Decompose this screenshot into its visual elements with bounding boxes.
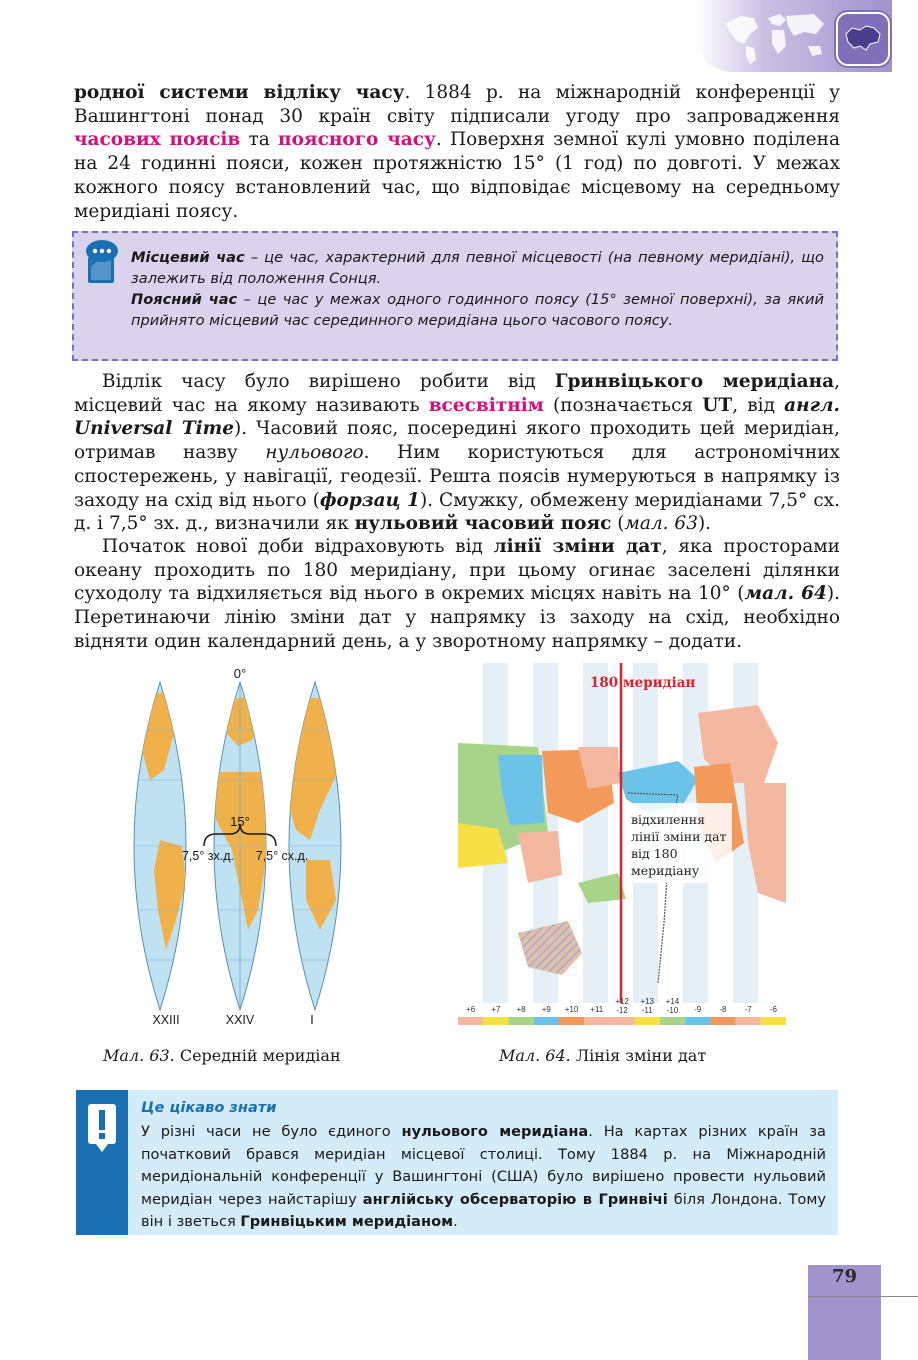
- paragraph-date-line: Початок нової доби відраховують від лінії зміни дат, яка просторами океану проходить по 180 меридіану, при цьому огинає заселені ділянки суходолу та відхиляється від нього в окремих місцях навіть на 10° (мал. 64). Перетинаючи лінію зміни дат у напрямку із заходу на схід, необхідно відняти один календарний день, а у зворотному напрямку – додати.: [74, 536, 840, 652]
- zone-color-chip: [710, 1017, 735, 1025]
- label-15-degree: 15°: [230, 814, 250, 829]
- zone-label: -6: [769, 1005, 777, 1014]
- label-zone-xxiii: XXIII: [152, 1013, 180, 1027]
- highlight-time-zones: часових поясів: [74, 129, 241, 151]
- label-zone-xxiv: XXIV: [225, 1013, 255, 1027]
- definition-zone-time: Поясний час – це час у межах одного годинного поясу (15° земної поверхні), за який прийнято місцевий час серединного меридіана цього часового поясу.: [131, 291, 824, 329]
- zone-color-chip: [685, 1017, 710, 1025]
- gore-center: [180, 682, 300, 1010]
- definition-box: [72, 231, 838, 361]
- caption-fig-63: Мал. 63. Середній меридіан: [103, 1046, 341, 1065]
- zone-label: +13: [640, 997, 655, 1006]
- zone-color-chip: [534, 1017, 559, 1025]
- zone-label: -9: [694, 1005, 702, 1014]
- zone-label: +11: [590, 1005, 604, 1014]
- zone-label: +12: [615, 997, 629, 1006]
- zone-label: +14: [665, 997, 680, 1006]
- highlight-zone-time: поясного часу: [278, 129, 436, 151]
- zone-color-chip: [635, 1017, 660, 1025]
- ukraine-map-icon: [844, 24, 882, 52]
- zone-label: -7: [744, 1005, 752, 1014]
- zone-color-chip: [483, 1017, 508, 1025]
- zone-color-chip: [660, 1017, 685, 1025]
- zone-color-chip: [736, 1017, 761, 1025]
- label-zone-i: I: [310, 1013, 314, 1027]
- zone-color-chip: [508, 1017, 533, 1025]
- zone-label-negative: -10: [666, 1006, 679, 1015]
- ukraine-map-button[interactable]: [836, 12, 890, 66]
- zone-label: +9: [541, 1005, 551, 1014]
- info-box-text: У різні часи не було єдиного нульового меридіана. На картах різних країн за початковий брався меридіан місцевої столиці. Тому 1884 р. на Міжнародній меридіональній конференції у Вашингтоні (США) було вирішено провести нульовий меридіан через найстарішу англійську обсерваторію в Гринвічі біля Лондона. Тому він і зветься Гринвіцьким меридіаном.: [141, 1123, 827, 1230]
- book-chat-icon: [82, 239, 122, 285]
- meridian-180-label: 180 меридіан: [590, 675, 696, 691]
- zone-label: +7: [491, 1005, 501, 1014]
- zone-label-negative: -11: [641, 1006, 653, 1015]
- label-0-degree: 0°: [233, 666, 247, 681]
- zone-label-negative: -12: [616, 1006, 628, 1015]
- figure-63-globe-gores: [120, 660, 360, 1032]
- zone-color-chip: [761, 1017, 786, 1025]
- zone-label: -8: [719, 1005, 727, 1014]
- figure-64-date-line-map: [458, 663, 786, 1027]
- info-box-interesting: [76, 1090, 838, 1235]
- label-7-5-west: 7,5° зх.д.: [181, 849, 235, 863]
- zone-color-chip: [559, 1017, 584, 1025]
- page-number: 79: [831, 1266, 858, 1287]
- zone-label: +8: [516, 1005, 526, 1014]
- page-rule: [808, 1296, 918, 1297]
- label-7-5-east: 7,5° сх.д.: [255, 849, 309, 863]
- gore-left: [120, 682, 200, 1010]
- zone-color-chip: [609, 1017, 634, 1025]
- caption-fig-64: Мал. 64. Лінія зміни дат: [499, 1046, 707, 1065]
- info-box-bar: [76, 1090, 128, 1235]
- term-zone-system: родної системи відліку часу: [74, 82, 405, 103]
- exclamation-icon: [86, 1102, 118, 1154]
- note-text: відхилення лінії зміни дат від 180 меридіану: [631, 812, 727, 878]
- info-box-title: Це цікаво знати: [141, 1099, 277, 1116]
- paragraph-greenwich: Відлік часу було вирішено робити від Гринвіцького меридіана, місцевий час на якому називають всесвітнім (позначається UT, від англ. Universal Time). Часовий пояс, посередині якого проходить цей меридіан, отримав назву нульового. Ним користуються для астрономічних спостережень, у навігації, геодезії. Решта поясів нумеруються в напрямку із заходу на схід від нього (форзац 1). Смужку, обмежену меридіанами 7,5° сх. д. і 7,5° зх. д., визначили як нульовий часовий пояс (мал. 63).: [74, 371, 841, 535]
- zone-label: +10: [564, 1005, 579, 1014]
- definition-local-time: Місцевий час – це час, характерний для певної місцевості (на певному меридіані), що залежить від положення Сонця.: [131, 249, 824, 287]
- world-map-icon: [720, 6, 830, 66]
- zone-color-chip: [458, 1017, 483, 1025]
- gore-right: [260, 682, 360, 1010]
- paragraph-time-zones: родної системи відліку часу. 1884 р. на міжнародній конференції у Вашингтоні понад 30 країн світу підписали угоду про запровадження часових поясів та поясного часу. Поверхня земної кулі умовно поділена на 24 годинні пояси, кожен протяжністю 15° (1 год) по довготі. У межах кожного поясу встановлений час, що відповідає місцевому на середньому меридіані поясу.: [74, 82, 840, 222]
- header-badge: [696, 0, 892, 72]
- zone-label: +6: [466, 1005, 476, 1014]
- zone-color-chip: [584, 1017, 609, 1025]
